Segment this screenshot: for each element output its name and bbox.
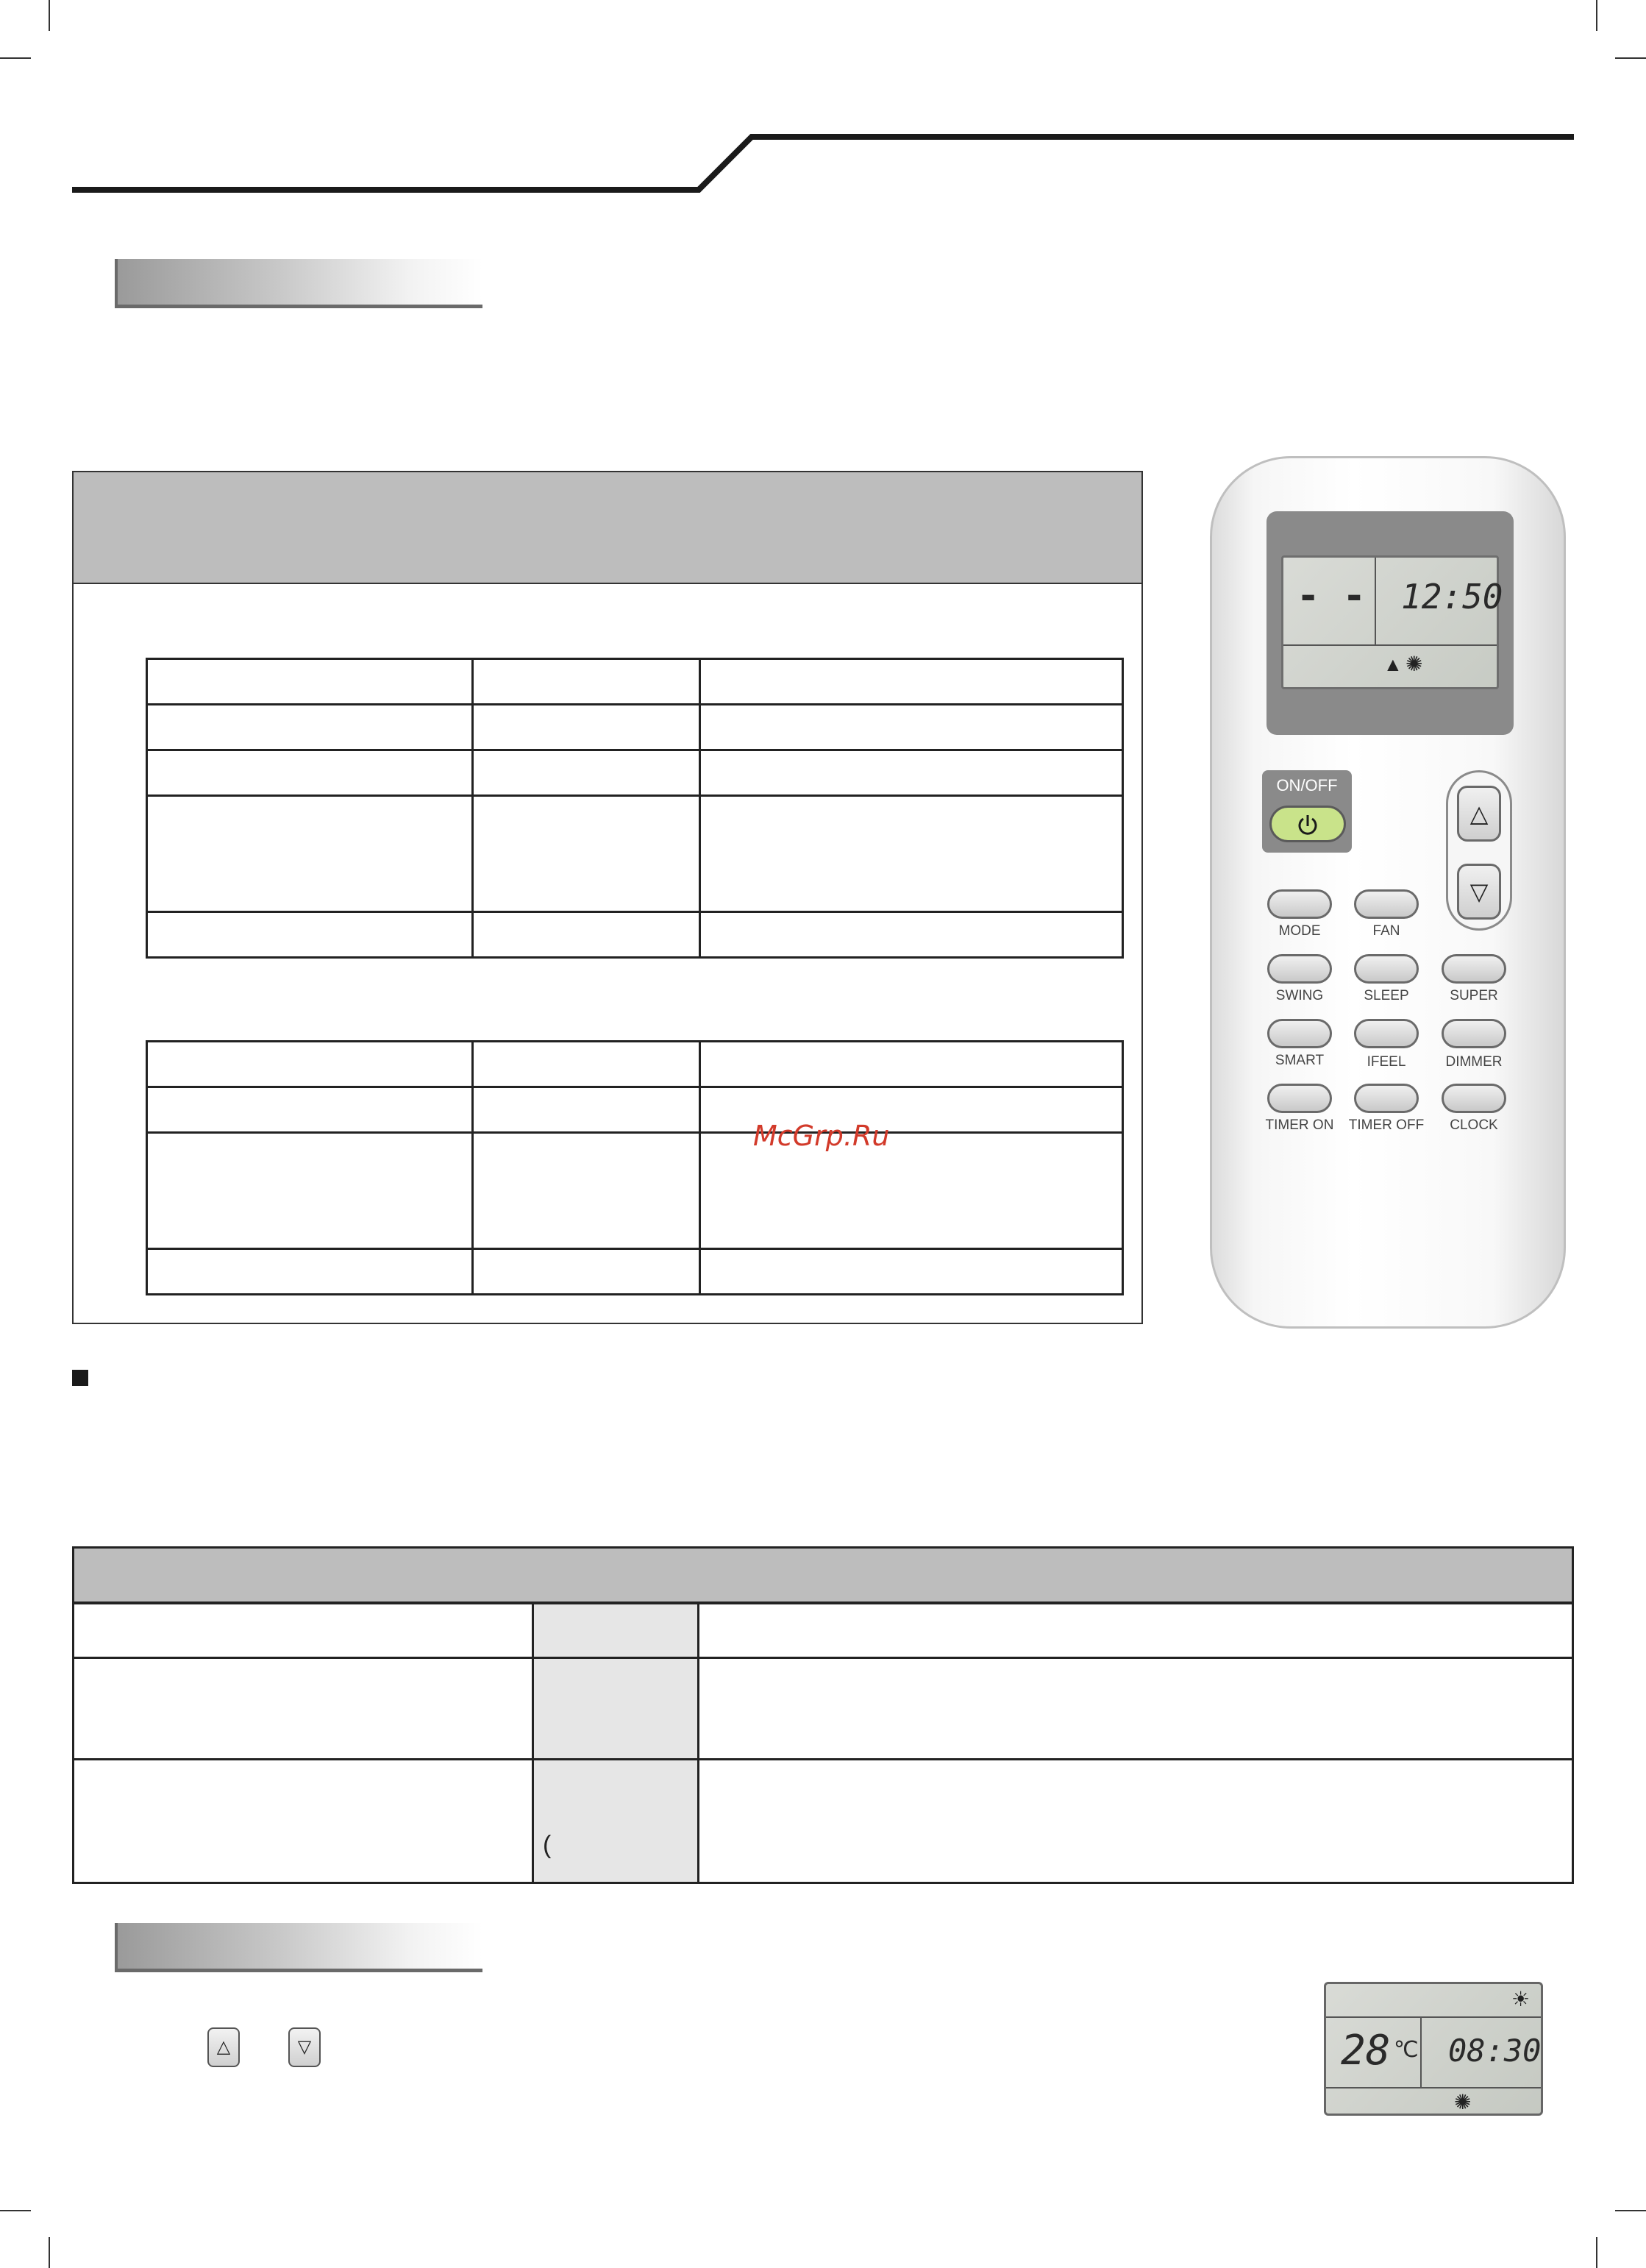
temp-down-button[interactable] (1457, 864, 1501, 920)
power-button[interactable] (1269, 806, 1346, 842)
display-dash: - - (1297, 574, 1366, 618)
crop-mark (49, 2237, 50, 2268)
section-header-bar (115, 1923, 482, 1972)
sleep-button[interactable] (1354, 954, 1419, 984)
lcd-time: 08:30 (1448, 2033, 1542, 2069)
mode-button[interactable] (1267, 889, 1332, 919)
smart-label: SMART (1275, 1053, 1325, 1068)
timer-on-button[interactable] (1267, 1084, 1332, 1113)
bullet-square (72, 1370, 88, 1386)
clock-button[interactable] (1442, 1084, 1506, 1113)
smart-button[interactable] (1267, 1019, 1332, 1048)
frame-header (74, 472, 1141, 584)
lcd-divider (1326, 2087, 1541, 2089)
onoff-label: ON/OFF (1276, 776, 1338, 794)
header-rule (0, 0, 1646, 206)
sleep-label: SLEEP (1364, 988, 1409, 1003)
fan-icon: ✺ (1405, 653, 1423, 675)
lcd-divider (1283, 644, 1497, 646)
table-one (146, 658, 1124, 959)
swing-button[interactable] (1267, 954, 1332, 984)
fan-icon: ✺ (1454, 2091, 1472, 2114)
crop-mark (1615, 2210, 1646, 2211)
ifeel-label: IFEEL (1367, 1054, 1406, 1070)
table-two (146, 1040, 1124, 1295)
lcd-divider (1326, 2016, 1541, 2018)
timer-on-label: TIMER ON (1265, 1117, 1334, 1133)
table-three-header (72, 1546, 1574, 1604)
dimmer-button[interactable] (1442, 1019, 1506, 1048)
up-arrow-icon: △ (1469, 800, 1489, 827)
lcd-temp-unit: ℃ (1394, 2037, 1419, 2063)
up-arrow-icon: △ (216, 2037, 231, 2057)
timer-off-label: TIMER OFF (1348, 1117, 1425, 1133)
section-header-bar (115, 259, 482, 308)
remote-lcd (1281, 555, 1503, 689)
super-button[interactable] (1442, 954, 1506, 984)
lcd-divider (1375, 558, 1376, 644)
temp-rocker (1446, 770, 1512, 931)
swing-label: SWING (1275, 988, 1324, 1003)
fan-button[interactable] (1354, 889, 1419, 919)
paren-mark: ( (543, 1831, 552, 1859)
display-bezel (1266, 511, 1514, 735)
crop-mark (0, 2210, 31, 2211)
inline-down-key (288, 2027, 321, 2067)
watermark: McGrp.Ru (753, 1120, 890, 1152)
sun-icon: ☀ (1511, 1988, 1531, 2011)
remote-control (1210, 456, 1566, 1329)
warning-icon: ▲ (1383, 653, 1403, 675)
onoff-panel (1262, 770, 1352, 853)
down-arrow-icon: ▽ (297, 2037, 312, 2057)
clock-label: CLOCK (1450, 1117, 1498, 1133)
lcd-divider (1420, 2016, 1422, 2087)
display-time: 12:50 (1401, 577, 1503, 616)
mode-label: MODE (1278, 923, 1321, 939)
crop-mark (1596, 2237, 1597, 2268)
fan-label: FAN (1372, 923, 1400, 939)
inline-up-key (207, 2027, 240, 2067)
power-icon (1269, 806, 1346, 842)
dimmer-label: DIMMER (1445, 1054, 1503, 1070)
timer-off-button[interactable] (1354, 1084, 1419, 1113)
super-label: SUPER (1450, 988, 1498, 1003)
temp-up-button[interactable] (1457, 786, 1501, 842)
ifeel-button[interactable] (1354, 1019, 1419, 1048)
down-arrow-icon: ▽ (1469, 878, 1489, 905)
table-three (72, 1602, 1574, 1884)
lcd-temperature: 28 (1341, 2027, 1391, 2075)
small-lcd (1324, 1982, 1543, 2116)
